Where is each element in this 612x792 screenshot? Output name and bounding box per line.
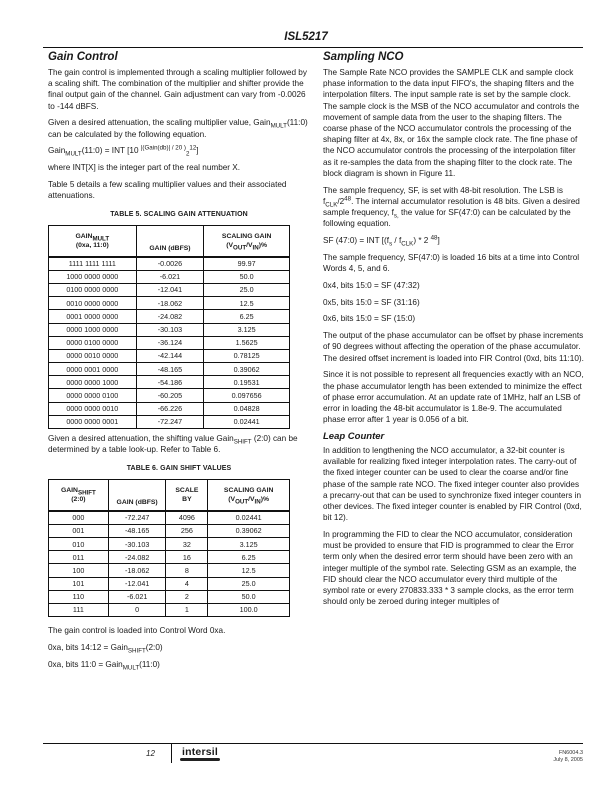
column-header-scaling-gain xyxy=(208,479,290,511)
left-column xyxy=(48,50,310,676)
equation-sf xyxy=(323,235,585,246)
table-cell: 0.02441 xyxy=(204,415,290,428)
table-cell: 111 xyxy=(49,603,109,616)
table-cell: -6.021 xyxy=(136,270,204,283)
paragraph xyxy=(48,117,310,139)
superscript: 12 xyxy=(189,144,197,152)
table-row xyxy=(49,363,290,376)
table-cell: 101 xyxy=(49,577,109,590)
table-cell: 4096 xyxy=(166,511,208,525)
table-cell: -60.205 xyxy=(136,389,204,402)
table-row xyxy=(49,376,290,389)
table-cell: 0000 0001 0000 xyxy=(49,363,137,376)
table-cell: -54.186 xyxy=(136,376,204,389)
table-cell: 0.02441 xyxy=(208,511,290,525)
table-cell: 011 xyxy=(49,551,109,564)
subscript: IN xyxy=(252,243,259,251)
intersil-logo xyxy=(182,746,218,758)
paragraph: The output of the phase accumulator can be offset by phase increments of 90 degrees without affecting the operation of the phase accumulator. The desired offset increment is loaded into FIR Control (0xd, bits 11:10). xyxy=(323,331,584,363)
table-cell: 50.0 xyxy=(204,270,290,283)
column-header-scaling-gain xyxy=(204,225,290,257)
subscript: MULT xyxy=(270,123,287,131)
register-line: 0x4, bits 15:0 = SF (47:32) xyxy=(323,280,420,290)
table-cell: -6.021 xyxy=(108,590,166,603)
table-row xyxy=(49,270,290,283)
text: 0xa, bits 11:0 = Gain xyxy=(48,659,123,669)
paragraph: where INT[X] is the integer part of the real number X. xyxy=(48,163,241,173)
text: ) * 2 xyxy=(413,236,431,246)
table-cell: 0001 0000 0000 xyxy=(49,310,137,323)
text: SF (47:0) = INT [(f xyxy=(323,236,390,246)
table-cell: -24.082 xyxy=(108,551,166,564)
table-cell: 25.0 xyxy=(208,577,290,590)
table-row xyxy=(49,323,290,336)
text: (V xyxy=(228,495,236,503)
superscript: |(Gain(db)| / 20 ) xyxy=(140,144,186,152)
subscript: SHIFT xyxy=(127,647,146,655)
right-column xyxy=(323,50,585,613)
table-row xyxy=(49,551,290,564)
table-cell: 12.5 xyxy=(208,564,290,577)
superscript: 48 xyxy=(344,195,352,203)
table-row xyxy=(49,564,290,577)
table-cell: 3.125 xyxy=(208,538,290,551)
text: ] xyxy=(196,146,199,156)
table-cell: -72.247 xyxy=(136,415,204,428)
text: /V xyxy=(246,241,253,249)
table-cell: -0.0026 xyxy=(136,257,204,271)
table-cell: 0100 0000 0000 xyxy=(49,283,137,296)
text: ] xyxy=(437,236,440,246)
table-row xyxy=(49,524,290,537)
table-cell: -30.103 xyxy=(136,323,204,336)
table-cell: 2 xyxy=(166,590,208,603)
register-line: 0x6, bits 15:0 = SF (15:0) xyxy=(323,314,416,324)
table-cell: -36.124 xyxy=(136,336,204,349)
subscript: SHIFT xyxy=(77,489,96,497)
table-cell: 110 xyxy=(49,590,109,603)
text: /2 xyxy=(337,196,345,206)
footer-rule xyxy=(43,743,583,744)
text: BY xyxy=(182,495,192,503)
text: Gain xyxy=(48,146,66,156)
table-cell: 0.04828 xyxy=(204,402,290,415)
table-cell: 0.097656 xyxy=(204,389,290,402)
table-cell: 0 xyxy=(108,603,166,616)
table-row xyxy=(49,603,290,616)
table-cell: 100.0 xyxy=(208,603,290,616)
header-rule xyxy=(43,47,583,48)
paragraph xyxy=(323,185,585,230)
paragraph: Since it is not possible to represent all frequencies exactly with an NCO, the phase accumulator length has been extended to minimize the effect of phase error accumulation. At an update rate of 1MHz, half an LSB of error in loading the 48-bit accumulator is 1.8e-9. The accumulated phase error after 1 year is 0.056 of a bit. xyxy=(323,370,584,425)
table-cell: -42.144 xyxy=(136,349,204,362)
table-row xyxy=(49,257,290,271)
text: The sample frequency, SF, is set with 48-bit resolution. The LSB is f xyxy=(323,185,563,206)
table-cell: -24.082 xyxy=(136,310,204,323)
text: SCALING GAIN xyxy=(221,232,272,240)
table-header-row xyxy=(49,479,290,511)
table-row xyxy=(49,511,290,525)
section-title-sampling-nco: Sampling NCO xyxy=(323,51,404,63)
table-cell: 0000 0000 0100 xyxy=(49,389,137,402)
text: (11:0) = INT [10 xyxy=(81,146,141,156)
subscript: MULT xyxy=(122,664,140,672)
subscript: s, xyxy=(393,212,399,220)
subscript: OUT xyxy=(235,498,249,506)
text: (0xa, 11:0) xyxy=(75,241,109,249)
table-row xyxy=(49,283,290,296)
table-cell: -48.165 xyxy=(108,524,166,537)
table6-gain-shift-values xyxy=(48,479,290,618)
table-row xyxy=(49,415,290,428)
table-cell: 1 xyxy=(166,603,208,616)
table-cell: 0000 1000 0000 xyxy=(49,323,137,336)
table-row xyxy=(49,336,290,349)
text: the value for SF(47:0) can be calculated by the following equation. xyxy=(323,208,571,229)
paragraph: The gain control is loaded into Control Word 0xa. xyxy=(48,626,226,636)
table-cell: -18.062 xyxy=(108,564,166,577)
logo-swoosh-icon xyxy=(180,758,220,761)
table-cell: 50.0 xyxy=(208,590,290,603)
table-cell: 4 xyxy=(166,577,208,590)
table-row xyxy=(49,310,290,323)
text: )% xyxy=(258,241,268,249)
footer-divider xyxy=(171,743,172,763)
table-row xyxy=(49,349,290,362)
text: (2:0) can be determined by a table look-up. Refer to Table 6. xyxy=(48,434,298,455)
table-cell: 12.5 xyxy=(204,297,290,310)
paragraph: The Sample Rate NCO provides the SAMPLE CLK and sample clock phase information to the data input FIFO's, the shaping filters and the interpolation filters. The input sample rate is set by the sample clock. The sample clock is the MSB of the NCO accumulator and controls the movement of sample data from the user to the shaping filters. The coarse phase of the NCO accumulator controls the processing of the shaping filter at 4x, 8x, or 16x the sample clock rate. The fine phase of the NCO accumulator controls the processing of the interpolation filter as it re-samples the data from the shaping filter to the clock rate. The block diagram is shown in Figure 11. xyxy=(323,68,580,178)
table-cell: -12.041 xyxy=(136,283,204,296)
table-cell: 32 xyxy=(166,538,208,551)
table-row xyxy=(49,389,290,402)
table5-caption: TABLE 5. SCALING GAIN ATTENUATION xyxy=(110,211,248,219)
text: 0xa, bits 14:12 = Gain xyxy=(48,642,128,652)
table-cell: 0.39062 xyxy=(208,524,290,537)
table-cell: 0000 0000 0001 xyxy=(49,415,137,428)
table-cell: 1000 0000 0000 xyxy=(49,270,137,283)
table-cell: -12.041 xyxy=(108,577,166,590)
table-cell: 0.39062 xyxy=(204,363,290,376)
subscript: s xyxy=(389,240,393,248)
subscript: OUT xyxy=(233,243,247,251)
document-id-block xyxy=(553,750,583,764)
column-header-gain-dbfs: GAIN (dBFS) xyxy=(136,225,204,257)
table-row xyxy=(49,590,290,603)
paragraph: Table 5 details a few scaling multiplier values and their associated attenuations. xyxy=(48,180,287,201)
text: (11:0) xyxy=(139,659,160,669)
table-cell: 1111 1111 1111 xyxy=(49,257,137,271)
text: GAIN xyxy=(75,232,93,240)
table5-scaling-gain-attenuation xyxy=(48,225,290,429)
text: )% xyxy=(260,495,270,503)
document-date: July 8, 2005 xyxy=(553,757,583,763)
subsection-title-leap-counter: Leap Counter xyxy=(323,431,385,443)
subscript: 2 xyxy=(185,151,190,159)
table6-caption: TABLE 6. GAIN SHIFT VALUES xyxy=(126,465,232,473)
text: GAIN xyxy=(60,486,78,494)
table-cell: 6.25 xyxy=(204,310,290,323)
text: / f xyxy=(392,236,402,246)
subscript: MULT xyxy=(92,234,110,242)
table-cell: 0.78125 xyxy=(204,349,290,362)
document-id: FN6004.3 xyxy=(558,750,583,756)
table-cell: 000 xyxy=(49,511,109,525)
text: (11:0) can be calculated by the following equation. xyxy=(48,118,308,139)
table-cell: 25.0 xyxy=(204,283,290,296)
table-cell: -18.062 xyxy=(136,297,204,310)
column-header-gain-dbfs: GAIN (dBFS) xyxy=(108,479,166,511)
paragraph: The sample frequency, SF(47:0) is loaded 16 bits at a time into Control Words 4, 5, and 6. xyxy=(323,252,580,274)
text: Given a desired attenuation, the shifting value Gain xyxy=(48,434,234,444)
table-cell: -48.165 xyxy=(136,363,204,376)
table-row xyxy=(49,538,290,551)
column-header-gain-mult xyxy=(49,225,137,257)
table-cell: -66.226 xyxy=(136,402,204,415)
table-cell: 0000 0010 0000 xyxy=(49,349,137,362)
text: /V xyxy=(248,495,255,503)
table-cell: 0.19531 xyxy=(204,376,290,389)
table-row xyxy=(49,297,290,310)
table-cell: 3.125 xyxy=(204,323,290,336)
document-header-title: ISL5217 xyxy=(284,31,328,43)
text: (2:0) xyxy=(71,495,86,503)
table-cell: 001 xyxy=(49,524,109,537)
text: (2:0) xyxy=(145,642,163,652)
table-cell: -72.247 xyxy=(108,511,166,525)
table-cell: 0000 0000 1000 xyxy=(49,376,137,389)
table-cell: 16 xyxy=(166,551,208,564)
table-cell: 010 xyxy=(49,538,109,551)
superscript: 48 xyxy=(430,234,438,242)
table-cell: 8 xyxy=(166,564,208,577)
subscript: SHIFT xyxy=(233,438,252,446)
column-header-gain-shift xyxy=(49,479,109,511)
table-cell: 0000 0100 0000 xyxy=(49,336,137,349)
table-cell: -30.103 xyxy=(108,538,166,551)
text: SCALE xyxy=(175,486,199,494)
text: . The internal accumulator resolution is 48 bits. Given a desired sample frequency, f xyxy=(323,196,580,218)
paragraph: In addition to lengthening the NCO accumulator, a 32-bit counter is available for realizing fixed integer interpolation rates. The carry-out of the fixed integer counter can be used to clear the coarse and/or fine phase of the sample rate NCO. The fixed integer counter also provides a precarry-out that can be used to synchronize fixed integer counters in other devices. The fixed integer counter is enabled by FIR Control (0xd, bit 12). xyxy=(323,446,582,523)
register-line xyxy=(48,642,310,653)
table-cell: 100 xyxy=(49,564,109,577)
column-header-scale-by xyxy=(166,479,208,511)
table-cell: 0000 0000 0010 xyxy=(49,402,137,415)
paragraph: In programming the FID to clear the NCO accumulator, consideration must be provided to ensure that FID is programmed to clear the Error term only when the desired error term should have been zero with an integer multiple of the symbol rate. Selecting GSM as an example, the FID should clear the NCO accumulator every third multiple of the symbol rate or every 270833.333 * 3 sample clocks, as the error term should only be zeroed during integer multiples of xyxy=(323,530,577,607)
subscript: MULT xyxy=(65,151,82,159)
table-header-row xyxy=(49,225,290,257)
table-cell: 99.97 xyxy=(204,257,290,271)
text: (V xyxy=(226,241,234,249)
logo-text: intersil xyxy=(182,746,219,758)
subscript: CLK xyxy=(401,240,414,248)
register-line xyxy=(48,659,310,670)
subscript: CLK xyxy=(325,201,338,209)
table-cell: 1.5625 xyxy=(204,336,290,349)
table-cell: 256 xyxy=(166,524,208,537)
subscript: IN xyxy=(254,498,261,506)
table-row xyxy=(49,402,290,415)
text: Given a desired attenuation, the scaling multiplier value, Gain xyxy=(48,118,271,128)
table-cell: 0010 0000 0000 xyxy=(49,297,137,310)
page-number: 12 xyxy=(146,749,155,758)
register-line: 0x5, bits 15:0 = SF (31:16) xyxy=(323,297,420,307)
table-cell: 6.25 xyxy=(208,551,290,564)
table-row xyxy=(49,577,290,590)
equation-gain-mult xyxy=(48,144,310,159)
text: SCALING GAIN xyxy=(223,486,274,494)
section-title-gain-control: Gain Control xyxy=(48,51,118,63)
paragraph: The gain control is implemented through a scaling multiplier followed by a scaling shift. The combination of the multiplier and shifter provide the final output gain of the channel. Gain adjustment can vary from -0.0026 to -144 dBFS. xyxy=(48,68,307,111)
paragraph xyxy=(48,433,310,455)
